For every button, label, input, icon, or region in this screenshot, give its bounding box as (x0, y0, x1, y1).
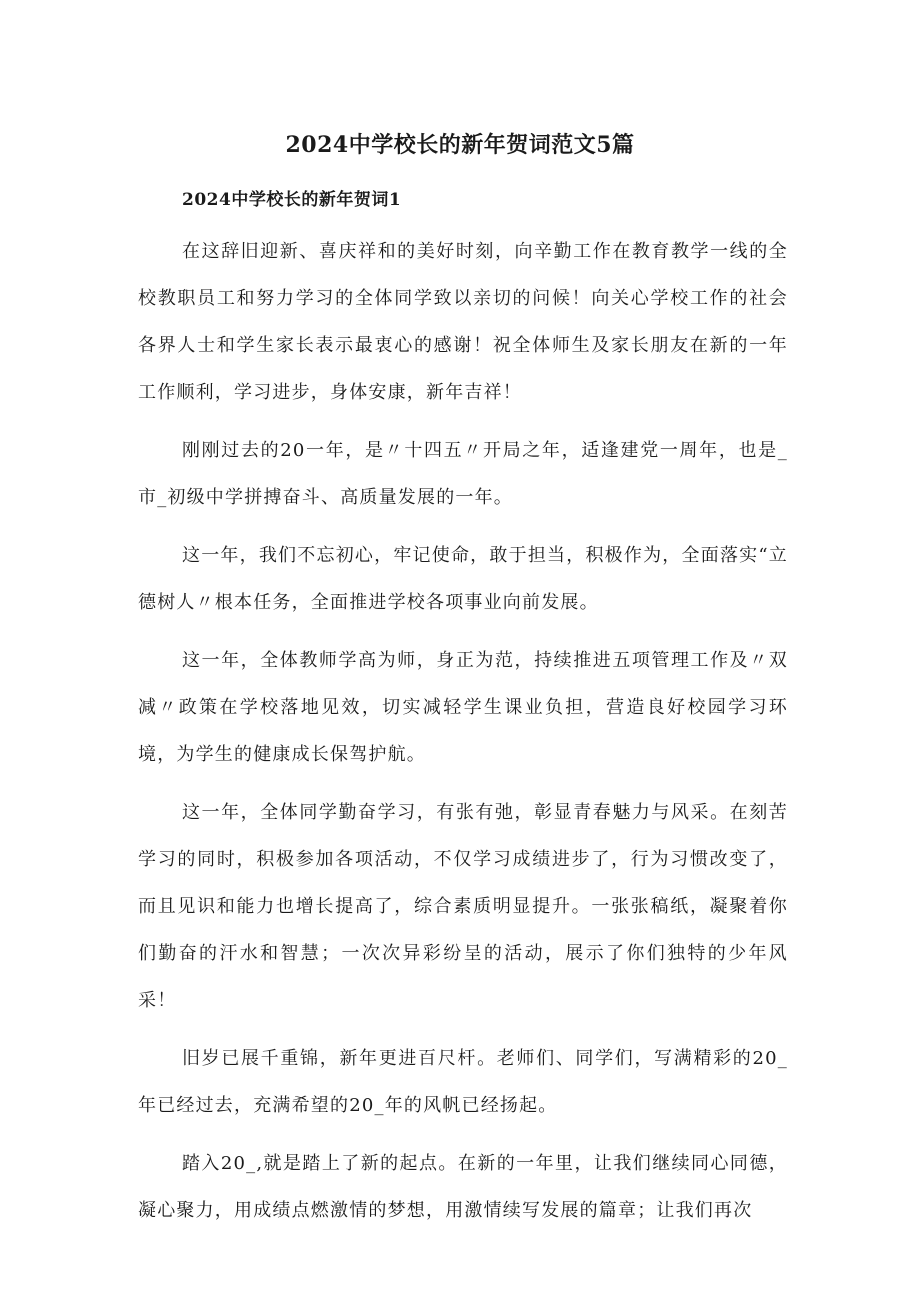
paragraph-past-year: 刚刚过去的20一年，是〃十四五〃开局之年，适逢建党一周年，也是_市_初级中学拼搏奋斗、高质量发展的一年。 (138, 440, 788, 508)
paragraph-greeting: 在这辞旧迎新、喜庆祥和的美好时刻，向辛勤工作在教育教学一线的全校教职员工和努力学习的全体同学致以亲切的问候！向关心学校工作的社会各界人士和学生家长表示最衷心的感谢！祝全体师生及家长朋友在新的一年工作顺利，学习进步，身体安康，新年吉祥！ (138, 241, 788, 403)
paragraph-new-start: 踏入20_,就是踏上了新的起点。在新的一年里，让我们继续同心同德，凝心聚力，用成绩点燃激情的梦想，用激情续写发展的篇章；让我们再次 (138, 1153, 788, 1221)
paragraph-students: 这一年，全体同学勤奋学习，有张有弛，彰显青春魅力与风采。在刻苦学习的同时，积极参加各项活动，不仅学习成绩进步了，行为习惯改变了，而且见识和能力也增长提高了，综合素质明显提升。一张张稿纸，凝聚着你们勤奋的汗水和智慧；一次次异彩纷呈的活动，展示了你们独特的少年风采！ (138, 802, 788, 1011)
paragraph-teachers: 这一年，全体教师学高为师，身正为范，持续推进五项管理工作及〃双减〃政策在学校落地见效，切实减轻学生课业负担，营造良好校园学习环境，为学生的健康成长保驾护航。 (138, 650, 788, 765)
section-heading: 2024中学校长的新年贺词1 (182, 190, 402, 210)
paragraph-new-year: 旧岁已展千重锦，新年更进百尺杆。老师们、同学们，写满精彩的20_年已经过去，充满希望的20_年的风帆已经扬起。 (138, 1048, 788, 1116)
document-body (138, 228, 788, 1245)
document-title: 2024中学校长的新年贺词范文5篇 (285, 132, 635, 158)
paragraph-original-aspiration: 这一年，我们不忘初心，牢记使命，敢于担当，积极作为，全面落实“立德树人〃根本任务，全面推进学校各项事业向前发展。 (138, 545, 788, 613)
